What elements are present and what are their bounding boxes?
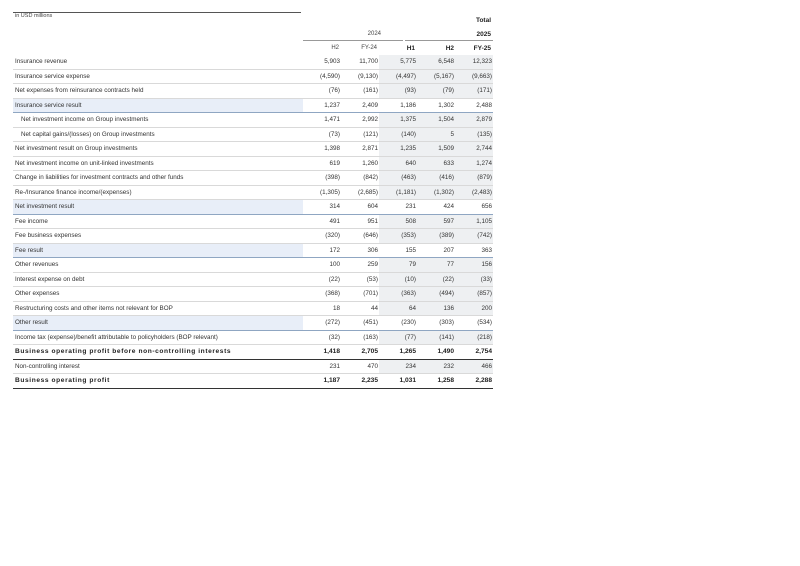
row-label: Re-/Insurance finance income/(expenses) [13,185,303,200]
row-value: 2,235 [341,374,379,389]
row-label: Restructuring costs and other items not relevant for BOP [13,301,303,316]
row-value: 2,871 [341,142,379,157]
row-value: (33) [455,272,493,287]
unit-label: in USD millions [15,13,53,19]
row-value: 1,031 [379,374,417,389]
row-value: 2,879 [455,113,493,128]
row-value: 491 [303,214,341,229]
table-row [13,200,493,215]
row-label: Fee income [13,214,303,229]
col-header-fy25: FY-25 [473,45,491,52]
row-label: Insurance service result [13,98,303,113]
row-value: 5,903 [303,55,341,69]
row-value: (161) [341,84,379,99]
row-label: Net investment income on Group investments [13,113,303,128]
row-value: (141) [417,330,455,345]
row-value: (2,483) [455,185,493,200]
row-value: (879) [455,171,493,186]
row-value: (140) [379,127,417,142]
row-value: 1,398 [303,142,341,157]
row-label: Net expenses from reinsurance contracts held [13,84,303,99]
row-label: Other revenues [13,258,303,273]
table-row [13,171,493,186]
year-2025-label: 2025 [476,31,491,38]
table-row [13,127,493,142]
row-value: (2,685) [341,185,379,200]
row-value: (79) [417,84,455,99]
row-value: (398) [303,171,341,186]
table-row [13,98,493,113]
row-value: 1,509 [417,142,455,157]
year-2024-rule [303,40,403,41]
row-value: 234 [379,359,417,374]
row-value: 508 [379,214,417,229]
row-value: 2,288 [455,374,493,389]
row-value: 100 [303,258,341,273]
row-label: Fee result [13,243,303,258]
table-row [13,316,493,331]
row-value: (218) [455,330,493,345]
row-label: Change in liabilities for investment contracts and other funds [13,171,303,186]
table-row [13,272,493,287]
row-value: 1,186 [379,98,417,113]
row-label: Business operating profit [13,374,303,389]
row-value: 2,488 [455,98,493,113]
table-row [13,84,493,99]
row-value: 1,418 [303,345,341,360]
row-value: (363) [379,287,417,302]
table-row [13,185,493,200]
row-value: 231 [379,200,417,215]
row-value: 1,235 [379,142,417,157]
col-header-h2-2025: H2 [445,45,454,52]
row-value: 597 [417,214,455,229]
row-value: 5,775 [379,55,417,69]
row-value: 2,409 [341,98,379,113]
table-row [13,258,493,273]
row-value: (32) [303,330,341,345]
row-value: (5,167) [417,69,455,84]
row-value: 1,274 [455,156,493,171]
table-row [13,214,493,229]
table-row [13,156,493,171]
row-value: (10) [379,272,417,287]
row-value: 259 [341,258,379,273]
row-value: (1,305) [303,185,341,200]
row-value: 1,260 [341,156,379,171]
row-label: Income tax (expense)/benefit attributable to policyholders (BOP relevant) [13,330,303,345]
row-value: (22) [417,272,455,287]
table-row [13,243,493,258]
row-value: (22) [303,272,341,287]
row-value: (857) [455,287,493,302]
year-2024-label: 2024 [367,31,381,37]
row-label: Other expenses [13,287,303,302]
row-value: 1,105 [455,214,493,229]
row-label: Net investment result [13,200,303,215]
row-value: (272) [303,316,341,331]
row-value: 1,265 [379,345,417,360]
row-value: (171) [455,84,493,99]
row-label: Insurance service expense [13,69,303,84]
row-value: (368) [303,287,341,302]
row-value: 79 [379,258,417,273]
row-value: 156 [455,258,493,273]
row-label: Fee business expenses [13,229,303,244]
row-value: 2,754 [455,345,493,360]
row-value: 231 [303,359,341,374]
total-label: Total [475,17,491,24]
row-value: (4,590) [303,69,341,84]
row-value: 466 [455,359,493,374]
row-value: (494) [417,287,455,302]
row-value: (353) [379,229,417,244]
row-value: (135) [455,127,493,142]
table-row [13,142,493,157]
row-value: 44 [341,301,379,316]
row-value: 2,992 [341,113,379,128]
row-value: (320) [303,229,341,244]
row-value: (4,497) [379,69,417,84]
row-value: (1,302) [417,185,455,200]
row-value: (93) [379,84,417,99]
row-value: (389) [417,229,455,244]
row-value: (416) [417,171,455,186]
row-value: 640 [379,156,417,171]
financial-table-body [13,55,493,388]
table-row [13,301,493,316]
row-label: Net investment result on Group investments [13,142,303,157]
row-label: Business operating profit before non-controlling interests [13,345,303,360]
table-row [13,55,493,69]
row-value: 2,705 [341,345,379,360]
table-row [13,69,493,84]
row-value: 136 [417,301,455,316]
row-value: 1,302 [417,98,455,113]
row-value: 200 [455,301,493,316]
row-value: 1,258 [417,374,455,389]
row-label: Non-controlling interest [13,359,303,374]
row-value: 424 [417,200,455,215]
row-value: 77 [417,258,455,273]
row-value: 1,490 [417,345,455,360]
row-label: Net investment income on unit-linked investments [13,156,303,171]
row-value: 470 [341,359,379,374]
row-label: Insurance revenue [13,55,303,69]
row-value: (9,663) [455,69,493,84]
row-value: (742) [455,229,493,244]
row-value: 1,237 [303,98,341,113]
row-value: (451) [341,316,379,331]
unit-rule [13,12,301,13]
row-value: 172 [303,243,341,258]
row-value: 207 [417,243,455,258]
row-value: (53) [341,272,379,287]
row-value: 6,548 [417,55,455,69]
table-row [13,287,493,302]
row-value: 232 [417,359,455,374]
table-row [13,374,493,389]
row-value: 633 [417,156,455,171]
row-value: 5 [417,127,455,142]
row-value: (73) [303,127,341,142]
col-header-h1-2025: H1 [406,45,415,52]
row-value: (76) [303,84,341,99]
row-value: (303) [417,316,455,331]
row-value: (77) [379,330,417,345]
row-value: 656 [455,200,493,215]
row-value: 1,504 [417,113,455,128]
row-value: 951 [341,214,379,229]
row-label: Other result [13,316,303,331]
row-value: (230) [379,316,417,331]
row-label: Interest expense on debt [13,272,303,287]
year-2025-rule [405,40,493,41]
financial-table [13,55,493,389]
row-value: (646) [341,229,379,244]
col-header-fy24: FY-24 [361,45,377,51]
table-row [13,345,493,360]
row-value: (9,130) [341,69,379,84]
table-row [13,113,493,128]
row-value: 64 [379,301,417,316]
row-value: (463) [379,171,417,186]
col-header-h2-2024: H2 [331,45,339,51]
row-value: (121) [341,127,379,142]
row-value: (701) [341,287,379,302]
row-value: 11,700 [341,55,379,69]
row-value: 155 [379,243,417,258]
row-value: 306 [341,243,379,258]
row-value: (534) [455,316,493,331]
row-value: 619 [303,156,341,171]
table-row [13,359,493,374]
row-value: (1,181) [379,185,417,200]
row-value: 363 [455,243,493,258]
row-value: 18 [303,301,341,316]
row-value: 1,471 [303,113,341,128]
table-row [13,229,493,244]
row-value: 1,187 [303,374,341,389]
row-value: 2,744 [455,142,493,157]
row-value: (163) [341,330,379,345]
row-value: 1,375 [379,113,417,128]
row-value: 314 [303,200,341,215]
row-label: Net capital gains/(losses) on Group investments [13,127,303,142]
table-row [13,330,493,345]
row-value: (842) [341,171,379,186]
row-value: 12,323 [455,55,493,69]
row-value: 604 [341,200,379,215]
